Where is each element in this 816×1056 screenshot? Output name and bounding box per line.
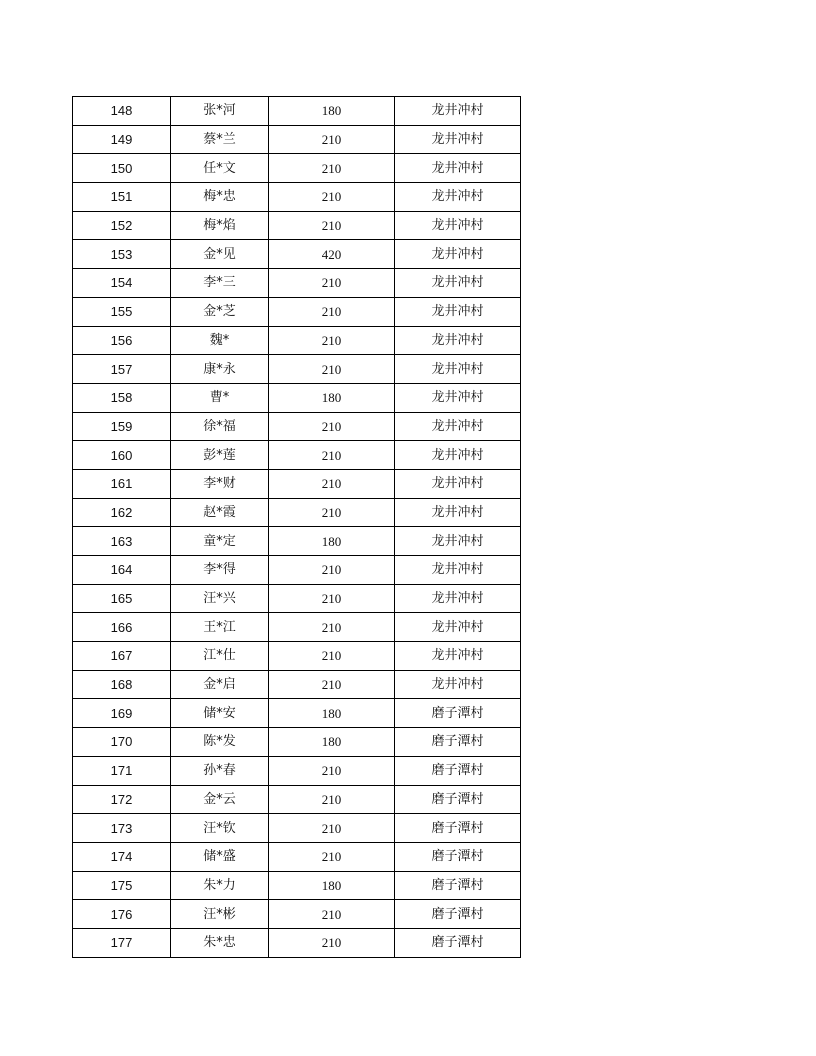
village-cell: 龙井冲村 xyxy=(395,584,521,613)
name-cell: 李*三 xyxy=(171,269,269,298)
village-cell: 龙井冲村 xyxy=(395,269,521,298)
name-cell: 汪*钦 xyxy=(171,814,269,843)
row-number-cell: 157 xyxy=(73,355,171,384)
name-cell: 徐*福 xyxy=(171,412,269,441)
table-row xyxy=(73,469,521,498)
table-row xyxy=(73,498,521,527)
village-cell: 磨子潭村 xyxy=(395,699,521,728)
name-cell: 彭*莲 xyxy=(171,441,269,470)
table-row xyxy=(73,355,521,384)
name-cell: 梅*忠 xyxy=(171,183,269,212)
row-number-cell: 152 xyxy=(73,211,171,240)
amount-cell: 180 xyxy=(269,383,395,412)
name-cell: 金*启 xyxy=(171,670,269,699)
village-cell: 龙井冲村 xyxy=(395,642,521,671)
row-number-cell: 162 xyxy=(73,498,171,527)
village-cell: 龙井冲村 xyxy=(395,154,521,183)
amount-cell: 180 xyxy=(269,699,395,728)
name-cell: 任*文 xyxy=(171,154,269,183)
name-cell: 康*永 xyxy=(171,355,269,384)
amount-cell: 210 xyxy=(269,297,395,326)
village-cell: 龙井冲村 xyxy=(395,125,521,154)
table-row xyxy=(73,842,521,871)
amount-cell: 210 xyxy=(269,125,395,154)
table-row xyxy=(73,613,521,642)
row-number-cell: 171 xyxy=(73,756,171,785)
roster-table xyxy=(72,96,521,958)
village-cell: 龙井冲村 xyxy=(395,441,521,470)
village-cell: 磨子潭村 xyxy=(395,928,521,957)
row-number-cell: 154 xyxy=(73,269,171,298)
table-row xyxy=(73,441,521,470)
row-number-cell: 175 xyxy=(73,871,171,900)
name-cell: 金*见 xyxy=(171,240,269,269)
village-cell: 龙井冲村 xyxy=(395,556,521,585)
row-number-cell: 172 xyxy=(73,785,171,814)
row-number-cell: 163 xyxy=(73,527,171,556)
row-number-cell: 176 xyxy=(73,900,171,929)
table-row xyxy=(73,556,521,585)
amount-cell: 180 xyxy=(269,871,395,900)
name-cell: 张*河 xyxy=(171,97,269,126)
amount-cell: 210 xyxy=(269,326,395,355)
name-cell: 梅*焰 xyxy=(171,211,269,240)
row-number-cell: 165 xyxy=(73,584,171,613)
name-cell: 储*盛 xyxy=(171,842,269,871)
table-row xyxy=(73,699,521,728)
row-number-cell: 174 xyxy=(73,842,171,871)
table-row xyxy=(73,814,521,843)
row-number-cell: 164 xyxy=(73,556,171,585)
row-number-cell: 149 xyxy=(73,125,171,154)
table-row xyxy=(73,240,521,269)
row-number-cell: 166 xyxy=(73,613,171,642)
table-row xyxy=(73,154,521,183)
row-number-cell: 150 xyxy=(73,154,171,183)
roster-table-body xyxy=(73,97,521,958)
amount-cell: 210 xyxy=(269,355,395,384)
table-row xyxy=(73,871,521,900)
row-number-cell: 169 xyxy=(73,699,171,728)
amount-cell: 210 xyxy=(269,154,395,183)
row-number-cell: 151 xyxy=(73,183,171,212)
name-cell: 李*财 xyxy=(171,469,269,498)
village-cell: 磨子潭村 xyxy=(395,756,521,785)
table-row xyxy=(73,670,521,699)
village-cell: 龙井冲村 xyxy=(395,469,521,498)
row-number-cell: 155 xyxy=(73,297,171,326)
name-cell: 赵*霞 xyxy=(171,498,269,527)
table-row xyxy=(73,412,521,441)
row-number-cell: 159 xyxy=(73,412,171,441)
village-cell: 龙井冲村 xyxy=(395,326,521,355)
name-cell: 曹* xyxy=(171,383,269,412)
name-cell: 储*安 xyxy=(171,699,269,728)
village-cell: 龙井冲村 xyxy=(395,527,521,556)
amount-cell: 210 xyxy=(269,670,395,699)
amount-cell: 210 xyxy=(269,900,395,929)
table-row xyxy=(73,383,521,412)
village-cell: 龙井冲村 xyxy=(395,183,521,212)
village-cell: 龙井冲村 xyxy=(395,613,521,642)
name-cell: 金*云 xyxy=(171,785,269,814)
amount-cell: 180 xyxy=(269,728,395,757)
amount-cell: 210 xyxy=(269,842,395,871)
village-cell: 磨子潭村 xyxy=(395,728,521,757)
amount-cell: 180 xyxy=(269,527,395,556)
amount-cell: 210 xyxy=(269,498,395,527)
amount-cell: 420 xyxy=(269,240,395,269)
row-number-cell: 161 xyxy=(73,469,171,498)
table-row xyxy=(73,269,521,298)
amount-cell: 210 xyxy=(269,584,395,613)
village-cell: 磨子潭村 xyxy=(395,871,521,900)
table-row xyxy=(73,183,521,212)
amount-cell: 210 xyxy=(269,785,395,814)
amount-cell: 210 xyxy=(269,556,395,585)
amount-cell: 210 xyxy=(269,211,395,240)
amount-cell: 180 xyxy=(269,97,395,126)
name-cell: 朱*力 xyxy=(171,871,269,900)
table-row xyxy=(73,97,521,126)
village-cell: 磨子潭村 xyxy=(395,785,521,814)
name-cell: 王*江 xyxy=(171,613,269,642)
amount-cell: 210 xyxy=(269,814,395,843)
table-row xyxy=(73,326,521,355)
name-cell: 江*仕 xyxy=(171,642,269,671)
name-cell: 金*芝 xyxy=(171,297,269,326)
row-number-cell: 177 xyxy=(73,928,171,957)
amount-cell: 210 xyxy=(269,269,395,298)
amount-cell: 210 xyxy=(269,613,395,642)
table-row xyxy=(73,728,521,757)
village-cell: 龙井冲村 xyxy=(395,498,521,527)
amount-cell: 210 xyxy=(269,469,395,498)
table-row xyxy=(73,928,521,957)
row-number-cell: 167 xyxy=(73,642,171,671)
name-cell: 朱*忠 xyxy=(171,928,269,957)
table-row xyxy=(73,756,521,785)
village-cell: 龙井冲村 xyxy=(395,383,521,412)
table-row xyxy=(73,125,521,154)
table-row xyxy=(73,900,521,929)
name-cell: 汪*彬 xyxy=(171,900,269,929)
village-cell: 磨子潭村 xyxy=(395,842,521,871)
row-number-cell: 158 xyxy=(73,383,171,412)
name-cell: 陈*发 xyxy=(171,728,269,757)
village-cell: 龙井冲村 xyxy=(395,240,521,269)
amount-cell: 210 xyxy=(269,412,395,441)
row-number-cell: 156 xyxy=(73,326,171,355)
village-cell: 龙井冲村 xyxy=(395,412,521,441)
row-number-cell: 160 xyxy=(73,441,171,470)
table-row xyxy=(73,211,521,240)
name-cell: 魏* xyxy=(171,326,269,355)
village-cell: 龙井冲村 xyxy=(395,670,521,699)
name-cell: 童*定 xyxy=(171,527,269,556)
village-cell: 龙井冲村 xyxy=(395,97,521,126)
amount-cell: 210 xyxy=(269,928,395,957)
name-cell: 蔡*兰 xyxy=(171,125,269,154)
amount-cell: 210 xyxy=(269,756,395,785)
village-cell: 龙井冲村 xyxy=(395,355,521,384)
village-cell: 龙井冲村 xyxy=(395,211,521,240)
name-cell: 汪*兴 xyxy=(171,584,269,613)
row-number-cell: 153 xyxy=(73,240,171,269)
village-cell: 磨子潭村 xyxy=(395,814,521,843)
amount-cell: 210 xyxy=(269,183,395,212)
table-row xyxy=(73,527,521,556)
name-cell: 孙*春 xyxy=(171,756,269,785)
name-cell: 李*得 xyxy=(171,556,269,585)
amount-cell: 210 xyxy=(269,642,395,671)
table-row xyxy=(73,584,521,613)
village-cell: 龙井冲村 xyxy=(395,297,521,326)
row-number-cell: 173 xyxy=(73,814,171,843)
row-number-cell: 170 xyxy=(73,728,171,757)
table-row xyxy=(73,297,521,326)
village-cell: 磨子潭村 xyxy=(395,900,521,929)
table-row xyxy=(73,642,521,671)
amount-cell: 210 xyxy=(269,441,395,470)
row-number-cell: 148 xyxy=(73,97,171,126)
row-number-cell: 168 xyxy=(73,670,171,699)
table-row xyxy=(73,785,521,814)
